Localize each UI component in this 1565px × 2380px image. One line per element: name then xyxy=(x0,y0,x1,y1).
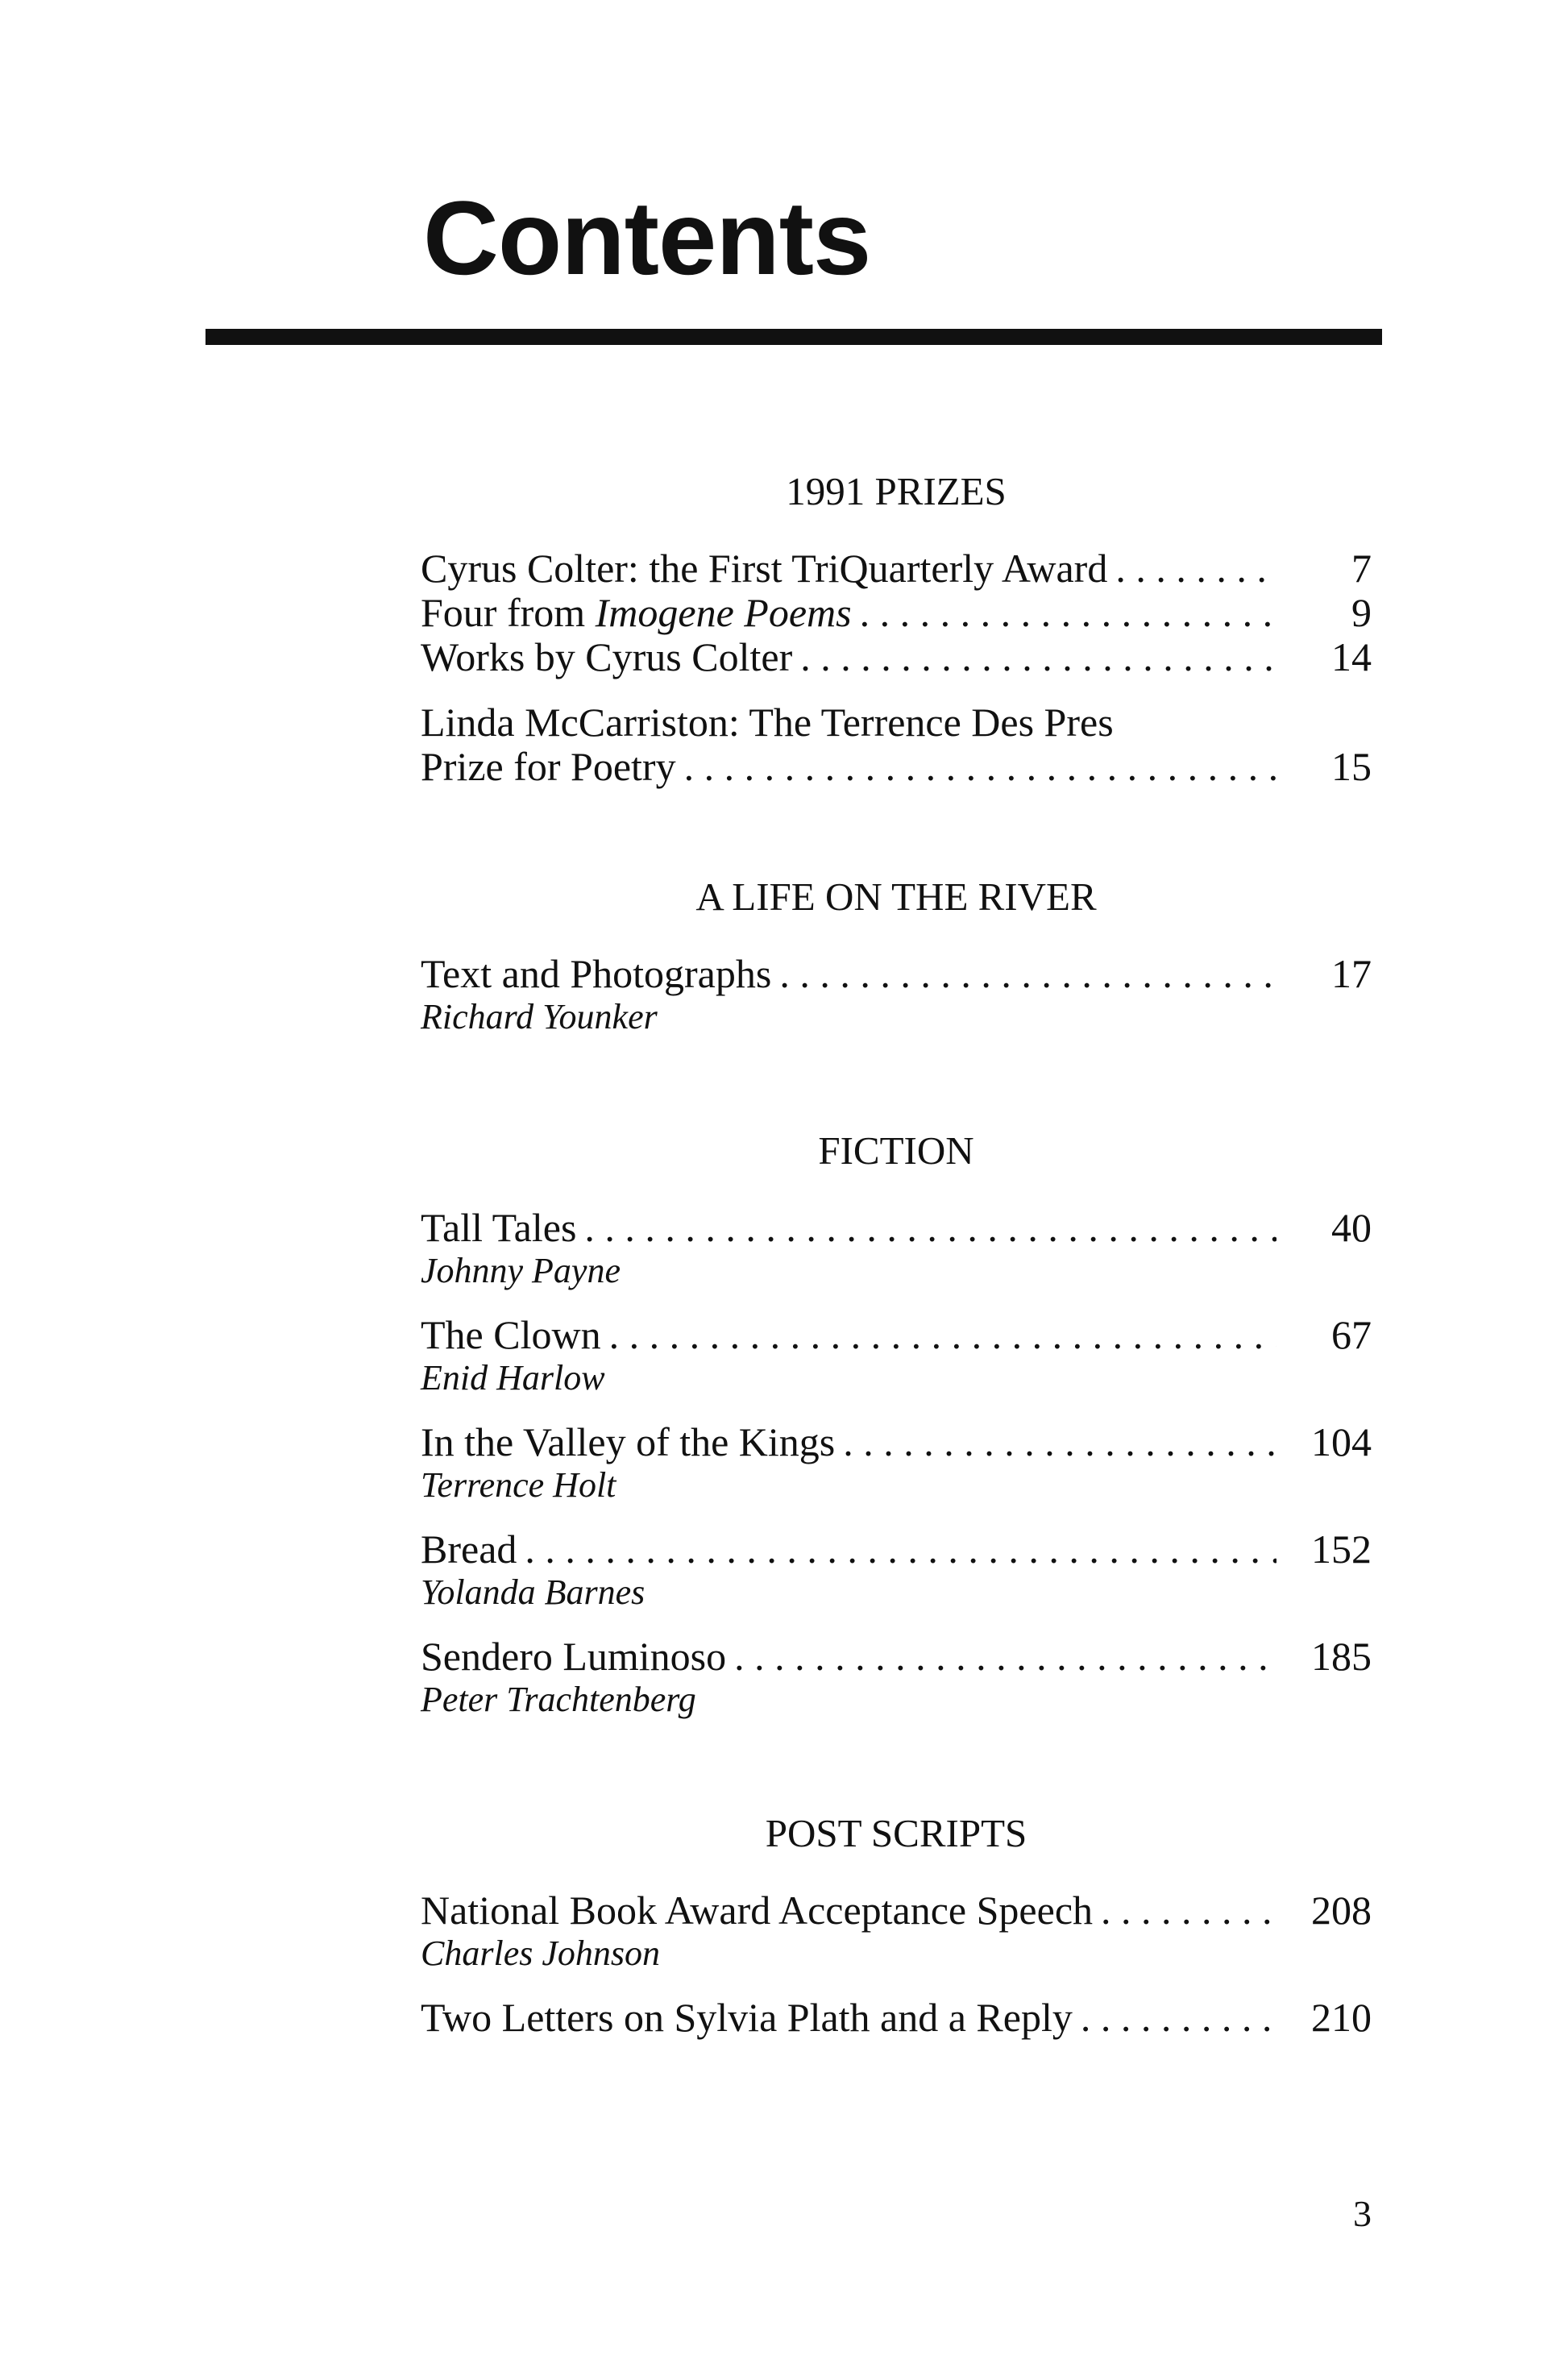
entry-title: National Book Award Acceptance Speech xyxy=(421,1888,1094,1933)
entry-title: Bread xyxy=(421,1526,517,1572)
entry-author: Enid Harlow xyxy=(421,1358,605,1398)
page-number: 3 xyxy=(1353,2193,1372,2234)
table-of-contents xyxy=(421,467,1372,2119)
entry-title: Text and Photographs xyxy=(421,951,772,996)
entry-title-italic: Imogene Poems xyxy=(595,590,852,635)
entry-page-number: 7 xyxy=(1351,546,1372,591)
dot-leader xyxy=(843,1420,1276,1464)
title-rule xyxy=(205,329,1382,345)
section-heading: A LIFE ON THE RIVER xyxy=(695,874,1097,919)
entry-author: Terrence Holt xyxy=(421,1465,616,1505)
toc-entry xyxy=(421,1888,1372,1975)
entry-title: Tall Tales xyxy=(421,1205,577,1250)
entry-page-number: 210 xyxy=(1311,1995,1372,2040)
entry-title: Prize for Poetry xyxy=(421,744,676,789)
section-heading: POST SCRIPTS xyxy=(765,1811,1027,1855)
entry-author: Charles Johnson xyxy=(421,1933,660,1973)
entry-page-number: 14 xyxy=(1331,634,1372,679)
entry-page-number: 15 xyxy=(1331,744,1372,789)
section-fiction xyxy=(421,1127,1372,1721)
entry-title xyxy=(421,591,852,635)
dot-leader xyxy=(1115,546,1276,591)
entry-page-number: 17 xyxy=(1331,951,1372,996)
entry-title: Works by Cyrus Colter xyxy=(421,634,793,679)
entry-title: Two Letters on Sylvia Plath and a Reply xyxy=(421,1995,1073,2040)
entry-author: Yolanda Barnes xyxy=(421,1572,646,1612)
entry-page-number: 152 xyxy=(1311,1526,1372,1572)
section-1991-prizes xyxy=(421,467,1372,789)
dot-leader xyxy=(609,1313,1276,1357)
toc-entry xyxy=(421,952,1372,1038)
dot-leader xyxy=(584,1206,1276,1250)
entry-title: The Clown xyxy=(421,1312,601,1357)
toc-entry xyxy=(421,745,1372,789)
section-post-scripts xyxy=(421,1809,1372,2040)
entry-title: Sendero Luminoso xyxy=(421,1634,727,1679)
dot-leader xyxy=(1101,1888,1276,1933)
toc-entry xyxy=(421,1420,1372,1506)
dot-leader xyxy=(860,591,1276,635)
entry-title-roman: Four from xyxy=(421,590,596,635)
section-a-life-on-the-river xyxy=(421,873,1372,1038)
toc-entry xyxy=(421,1313,1372,1399)
entry-author: Peter Trachtenberg xyxy=(421,1680,696,1719)
entry-title: Cyrus Colter: the First TriQuarterly Award xyxy=(421,546,1108,591)
toc-entry xyxy=(421,1206,1372,1292)
entry-page-number: 40 xyxy=(1331,1205,1372,1250)
entry-author: Johnny Payne xyxy=(421,1251,621,1290)
dot-leader xyxy=(525,1527,1276,1572)
entry-page-number: 208 xyxy=(1311,1888,1372,1933)
page-title: Contents xyxy=(423,179,871,297)
entry-title-line-1: Linda McCarriston: The Terrence Des Pres xyxy=(421,700,1114,745)
toc-entry xyxy=(421,1527,1372,1614)
dot-leader xyxy=(684,745,1276,789)
entry-page-number: 185 xyxy=(1311,1634,1372,1679)
dot-leader xyxy=(734,1634,1276,1679)
entry-page-number: 104 xyxy=(1311,1419,1372,1464)
section-heading: 1991 PRIZES xyxy=(786,469,1007,513)
dot-leader xyxy=(1081,1996,1276,2040)
toc-entry xyxy=(421,1996,1372,2040)
entry-title: In the Valley of the Kings xyxy=(421,1419,836,1464)
toc-entry xyxy=(421,635,1372,679)
entry-page-number: 9 xyxy=(1351,590,1372,635)
entry-author: Richard Younker xyxy=(421,997,658,1036)
dot-leader xyxy=(779,952,1276,996)
toc-entry xyxy=(421,591,1372,635)
section-heading: FICTION xyxy=(818,1128,974,1173)
toc-entry xyxy=(421,546,1372,591)
dot-leader xyxy=(800,635,1276,679)
entry-page-number: 67 xyxy=(1331,1312,1372,1357)
toc-entry xyxy=(421,1634,1372,1721)
